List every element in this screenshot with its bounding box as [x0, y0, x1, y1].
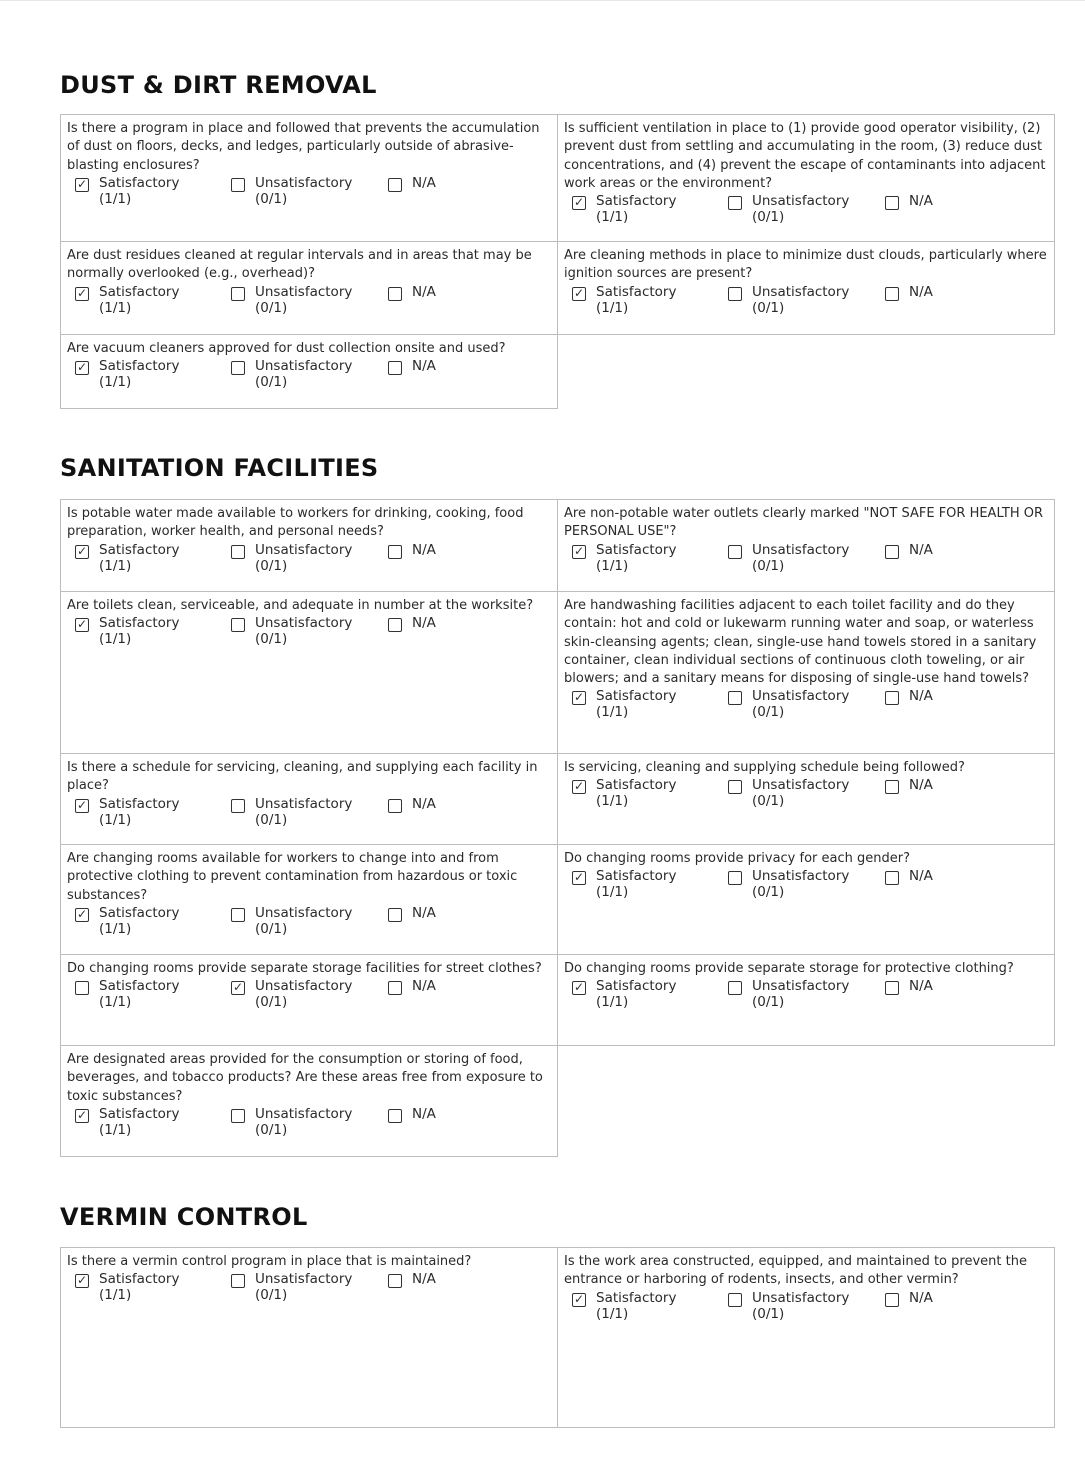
checkbox-icon[interactable] [231, 799, 245, 813]
answer-options [67, 542, 551, 582]
option-label: Unsatisfactory [255, 795, 353, 812]
option-label: N/A [412, 1105, 436, 1122]
answer-options [67, 905, 551, 945]
option-score: (0/1) [255, 1121, 288, 1138]
checked-checkbox-icon[interactable]: ✓ [573, 980, 585, 995]
checkbox-icon[interactable] [388, 981, 402, 995]
question-cell [60, 844, 558, 955]
question-grid [60, 1247, 1054, 1427]
checkbox-icon[interactable] [388, 618, 402, 632]
section-title: SANITATION FACILITIES [60, 454, 379, 482]
answer-options [67, 1271, 551, 1311]
question-cell [557, 114, 1055, 242]
question-text: Are toilets clean, serviceable, and adequate in number at the worksite? [67, 598, 534, 613]
option-label: Unsatisfactory [255, 1271, 353, 1288]
question-cell [60, 114, 558, 242]
option-score: (0/1) [255, 1287, 288, 1304]
option-score: (0/1) [752, 299, 785, 316]
option-label: Satisfactory [99, 358, 180, 375]
question-text: Are vacuum cleaners approved for dust collection onsite and used? [67, 341, 506, 356]
option-score: (0/1) [752, 1305, 785, 1322]
checked-checkbox-icon[interactable]: ✓ [573, 1291, 585, 1306]
checkbox-icon[interactable] [728, 1293, 742, 1307]
option-score: (1/1) [596, 1305, 629, 1322]
checkbox-icon[interactable] [728, 287, 742, 301]
question-cell [60, 753, 558, 845]
option-label: N/A [909, 688, 933, 705]
checked-checkbox-icon[interactable]: ✓ [573, 285, 585, 300]
answer-options [67, 796, 551, 836]
question-cell [557, 753, 1055, 845]
question-cell [60, 334, 558, 409]
question-cell [60, 591, 558, 754]
checkbox-icon[interactable] [388, 545, 402, 559]
checkbox-icon[interactable] [728, 871, 742, 885]
checkbox-icon[interactable] [885, 1293, 899, 1307]
option-label: Satisfactory [99, 1105, 180, 1122]
question-cell [557, 1247, 1055, 1428]
option-score: (1/1) [596, 704, 629, 721]
question-cell [557, 954, 1055, 1046]
option-label: N/A [412, 978, 436, 995]
option-label: Satisfactory [99, 283, 180, 300]
question-cell [60, 1247, 558, 1428]
answer-options [564, 284, 1048, 324]
option-label: Satisfactory [596, 193, 677, 210]
option-label: Satisfactory [596, 688, 677, 705]
question-cell [60, 1045, 558, 1157]
option-score: (0/1) [255, 631, 288, 648]
section-title: DUST & DIRT REMOVAL [60, 71, 377, 99]
option-score: (0/1) [752, 704, 785, 721]
answer-options [67, 978, 551, 1018]
checkbox-icon[interactable] [885, 691, 899, 705]
question-cell [60, 499, 558, 592]
option-score: (0/1) [255, 374, 288, 391]
option-label: Satisfactory [99, 615, 180, 632]
option-label: N/A [909, 868, 933, 885]
checkbox-icon[interactable] [231, 361, 245, 375]
option-label: N/A [412, 1271, 436, 1288]
option-label: Satisfactory [99, 541, 180, 558]
checkbox-icon[interactable] [231, 618, 245, 632]
option-score: (1/1) [596, 557, 629, 574]
answer-options [67, 175, 551, 215]
answer-options [564, 1290, 1048, 1330]
option-label: N/A [909, 978, 933, 995]
option-label: Unsatisfactory [752, 193, 850, 210]
checked-checkbox-icon[interactable]: ✓ [573, 779, 585, 794]
option-label: Satisfactory [596, 283, 677, 300]
checkbox-icon[interactable] [885, 196, 899, 210]
option-label: Satisfactory [596, 541, 677, 558]
checked-checkbox-icon[interactable]: ✓ [76, 543, 88, 558]
option-score: (1/1) [99, 1287, 132, 1304]
question-text: Is there a vermin control program in place that is maintained? [67, 1254, 472, 1269]
option-label: Satisfactory [99, 1271, 180, 1288]
checkbox-icon[interactable] [231, 1274, 245, 1288]
option-score: (0/1) [255, 920, 288, 937]
option-label: N/A [909, 541, 933, 558]
checkbox-icon[interactable] [231, 1109, 245, 1123]
option-label: Satisfactory [596, 777, 677, 794]
checked-checkbox-icon[interactable]: ✓ [76, 1273, 88, 1288]
question-text: Is servicing, cleaning and supplying schedule being followed? [564, 760, 965, 775]
page-top-border [0, 0, 1085, 1]
answer-options [564, 978, 1048, 1018]
option-label: Unsatisfactory [752, 688, 850, 705]
option-label: Satisfactory [596, 868, 677, 885]
option-score: (1/1) [596, 299, 629, 316]
checkbox-icon[interactable] [388, 799, 402, 813]
question-cell [557, 241, 1055, 335]
question-grid [60, 499, 1054, 1156]
question-grid [60, 114, 1054, 408]
option-label: N/A [909, 777, 933, 794]
option-score: (1/1) [99, 920, 132, 937]
question-text: Are handwashing facilities adjacent to each toilet facility and do they contain: hot and cold or lukewarm running water and soap, or waterless skin-cleansing agents; clean, single-use hand towels stored in a sanitary container, clean individual sections of continuous cloth toweling, or air blowers; and a sanitary means for disposing of single-use hand towels? [564, 598, 1037, 687]
option-score: (0/1) [752, 209, 785, 226]
option-score: (1/1) [596, 994, 629, 1011]
answer-options [564, 542, 1048, 582]
answer-options [564, 777, 1048, 817]
option-label: Unsatisfactory [752, 1289, 850, 1306]
checked-checkbox-icon[interactable]: ✓ [232, 980, 244, 995]
option-score: (1/1) [99, 557, 132, 574]
question-text: Do changing rooms provide privacy for each gender? [564, 851, 910, 866]
checkbox-icon[interactable] [885, 287, 899, 301]
option-score: (0/1) [255, 811, 288, 828]
question-cell [557, 844, 1055, 955]
checkbox-icon[interactable] [231, 178, 245, 192]
question-text: Are cleaning methods in place to minimize dust clouds, particularly where ignition sources are present? [564, 248, 1047, 282]
answer-options [67, 1106, 551, 1146]
option-score: (1/1) [99, 994, 132, 1011]
checkbox-icon[interactable] [885, 780, 899, 794]
option-score: (1/1) [596, 793, 629, 810]
question-text: Do changing rooms provide separate storage facilities for street clothes? [67, 961, 542, 976]
option-label: Unsatisfactory [752, 283, 850, 300]
option-label: N/A [412, 615, 436, 632]
option-label: Unsatisfactory [752, 777, 850, 794]
option-label: Unsatisfactory [752, 541, 850, 558]
option-score: (0/1) [752, 793, 785, 810]
checked-checkbox-icon[interactable]: ✓ [76, 285, 88, 300]
option-score: (1/1) [99, 811, 132, 828]
checked-checkbox-icon[interactable]: ✓ [76, 176, 88, 191]
checkbox-icon[interactable] [728, 691, 742, 705]
checked-checkbox-icon[interactable]: ✓ [573, 195, 585, 210]
checked-checkbox-icon[interactable]: ✓ [76, 797, 88, 812]
checkbox-icon[interactable] [388, 1274, 402, 1288]
checked-checkbox-icon[interactable]: ✓ [573, 543, 585, 558]
question-text: Is the work area constructed, equipped, and maintained to prevent the entrance or harboring of rodents, insects, and other vermin? [564, 1254, 1027, 1288]
option-label: N/A [412, 541, 436, 558]
option-label: N/A [412, 358, 436, 375]
checkbox-icon[interactable] [885, 981, 899, 995]
question-cell [557, 591, 1055, 754]
checkbox-icon[interactable] [728, 545, 742, 559]
option-score: (1/1) [596, 209, 629, 226]
answer-options [564, 193, 1048, 233]
option-label: Unsatisfactory [752, 978, 850, 995]
checkbox-icon[interactable] [885, 545, 899, 559]
question-text: Is potable water made available to workers for drinking, cooking, food preparation, worker health, and personal needs? [67, 506, 524, 540]
checkbox-icon[interactable] [728, 981, 742, 995]
option-score: (0/1) [255, 994, 288, 1011]
checked-checkbox-icon[interactable]: ✓ [573, 690, 585, 705]
checkbox-icon[interactable] [885, 871, 899, 885]
option-score: (1/1) [99, 299, 132, 316]
checked-checkbox-icon[interactable]: ✓ [76, 617, 88, 632]
checkbox-icon[interactable] [728, 196, 742, 210]
question-text: Do changing rooms provide separate storage for protective clothing? [564, 961, 1014, 976]
checkbox-icon[interactable] [75, 981, 89, 995]
option-label: Satisfactory [596, 978, 677, 995]
question-text: Are non-potable water outlets clearly marked "NOT SAFE FOR HEALTH OR PERSONAL USE"? [564, 506, 1044, 540]
checkbox-icon[interactable] [728, 780, 742, 794]
option-label: N/A [909, 1289, 933, 1306]
checkbox-icon[interactable] [388, 287, 402, 301]
answer-options [67, 615, 551, 655]
answer-options [67, 358, 551, 398]
question-cell [60, 954, 558, 1046]
option-label: Unsatisfactory [255, 978, 353, 995]
option-label: Unsatisfactory [255, 1105, 353, 1122]
checked-checkbox-icon[interactable]: ✓ [76, 906, 88, 921]
checked-checkbox-icon[interactable]: ✓ [573, 870, 585, 885]
checkbox-icon[interactable] [231, 545, 245, 559]
question-text: Are designated areas provided for the consumption or storing of food, beverages, and tobacco products? Are these areas free from exposure to toxic substances? [67, 1052, 543, 1104]
question-text: Are changing rooms available for workers to change into and from protective clothing to prevent contamination from hazardous or toxic substances? [67, 851, 518, 903]
option-score: (0/1) [255, 299, 288, 316]
answer-options [564, 868, 1048, 908]
checkbox-icon[interactable] [388, 1109, 402, 1123]
option-score: (1/1) [99, 374, 132, 391]
option-label: Unsatisfactory [255, 615, 353, 632]
option-label: Unsatisfactory [255, 904, 353, 921]
empty-cell [557, 1045, 1055, 1157]
option-label: Satisfactory [99, 904, 180, 921]
option-label: N/A [412, 795, 436, 812]
option-score: (0/1) [752, 557, 785, 574]
option-label: N/A [412, 283, 436, 300]
option-score: (1/1) [596, 884, 629, 901]
option-label: Unsatisfactory [255, 358, 353, 375]
option-label: Unsatisfactory [752, 868, 850, 885]
option-score: (1/1) [99, 190, 132, 207]
checkbox-icon[interactable] [388, 361, 402, 375]
option-score: (0/1) [255, 557, 288, 574]
question-text: Are dust residues cleaned at regular intervals and in areas that may be normally overlooked (e.g., overhead)? [67, 248, 532, 282]
empty-cell [557, 334, 1055, 409]
checkbox-icon[interactable] [388, 178, 402, 192]
option-label: N/A [909, 193, 933, 210]
option-label: Unsatisfactory [255, 283, 353, 300]
option-label: Unsatisfactory [255, 174, 353, 191]
option-label: N/A [909, 283, 933, 300]
option-label: Unsatisfactory [255, 541, 353, 558]
question-cell [60, 241, 558, 335]
option-score: (0/1) [752, 884, 785, 901]
option-label: Satisfactory [596, 1289, 677, 1306]
option-label: N/A [412, 174, 436, 191]
option-score: (0/1) [255, 190, 288, 207]
option-score: (1/1) [99, 631, 132, 648]
question-text: Is there a schedule for servicing, cleaning, and supplying each facility in place? [67, 760, 538, 794]
checked-checkbox-icon[interactable]: ✓ [76, 1107, 88, 1122]
option-label: Satisfactory [99, 174, 180, 191]
section-title: VERMIN CONTROL [60, 1203, 308, 1231]
question-cell [557, 499, 1055, 592]
checked-checkbox-icon[interactable]: ✓ [76, 360, 88, 375]
answer-options [564, 688, 1048, 728]
question-text: Is there a program in place and followed that prevents the accumulation of dust on floors, decks, and ledges, particularly outside of abrasive-blasting enclosures? [67, 121, 540, 173]
answer-options [67, 284, 551, 324]
option-label: N/A [412, 904, 436, 921]
question-text: Is sufficient ventilation in place to (1) provide good operator visibility, (2) prevent dust from settling and accumulating in the room, (3) reduce dust concentrations, and (4) prevent the escape of contaminants into adjacent work areas or the environment? [564, 121, 1046, 191]
checkbox-icon[interactable] [231, 908, 245, 922]
option-score: (1/1) [99, 1121, 132, 1138]
option-label: Satisfactory [99, 795, 180, 812]
option-score: (0/1) [752, 994, 785, 1011]
checkbox-icon[interactable] [388, 908, 402, 922]
checkbox-icon[interactable] [231, 287, 245, 301]
option-label: Satisfactory [99, 978, 180, 995]
